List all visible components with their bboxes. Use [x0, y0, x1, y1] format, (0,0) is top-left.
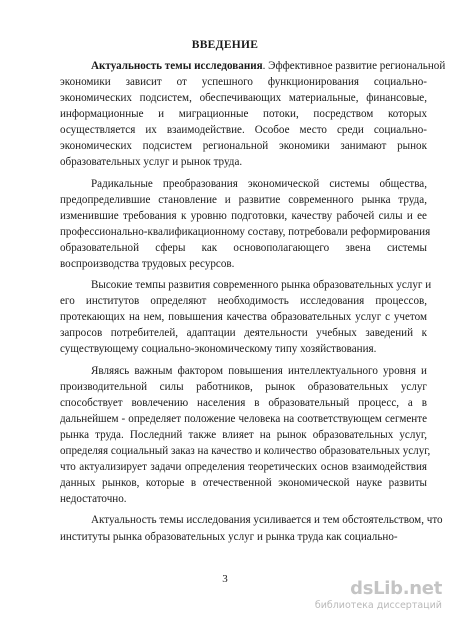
text-line	[60, 309, 427, 325]
text-line	[60, 208, 427, 224]
page-number: 3	[222, 573, 228, 585]
line-text: что актуализирует задачи определения теоретических основ взаимодействия	[60, 461, 427, 474]
line-text: данных рынков, которые в отечественной экономической науке развиты	[60, 477, 427, 490]
text-line	[60, 325, 427, 341]
text-line	[60, 293, 427, 309]
watermark-subtitle: библиотека диссертаций	[314, 600, 442, 611]
text-line	[60, 475, 427, 491]
text-line	[60, 176, 427, 192]
text-line	[60, 395, 427, 411]
text-line	[60, 122, 427, 138]
paragraph	[60, 363, 431, 507]
text-line	[60, 379, 427, 395]
line-text: образовательных услуг и рынок труда.	[60, 156, 243, 169]
line-text: его институтов определяют необходимость исследования процессов,	[60, 295, 427, 308]
line-text: осуществляется их взаимодействие. Особое место среди социально-	[60, 124, 427, 137]
line-text: Высокие темпы развития современного рынка образовательных услуг и	[91, 279, 432, 292]
text-line	[60, 192, 427, 208]
text-line	[60, 277, 432, 293]
line-text: институты рынка образовательных услуг и рынка труда как социально-	[60, 530, 398, 543]
text-line	[60, 427, 427, 443]
paragraph	[60, 512, 443, 544]
text-line	[60, 443, 431, 459]
line-text: информационные и миграционные потоки, посредством которых	[60, 108, 427, 121]
line-text: существующему социально-экономическому типу хозяйствования.	[60, 343, 377, 356]
line-text: Радикальные преобразования экономической системы общества,	[91, 177, 427, 190]
line-text: запросов потребителей, адаптации деятельности учебных заведений к	[60, 327, 427, 340]
line-text: определяя социальный заказ на качество и количество образовательных услуг,	[60, 444, 431, 457]
text-line	[60, 106, 427, 122]
line-text: недостаточно.	[60, 493, 127, 506]
line-text: Являясь важным фактором повышения интеллектуального уровня и	[91, 364, 427, 377]
paragraph	[60, 176, 431, 272]
text-line	[60, 58, 446, 74]
line-text: экономических подсистем, обеспечивающих материальные, финансовые,	[60, 92, 427, 105]
document-body	[60, 58, 446, 545]
line-text: предопределившие становление и развитие современного рынка труда,	[60, 193, 427, 206]
watermark-brand: dsLib.net	[350, 578, 442, 599]
paragraph	[60, 58, 446, 170]
text-line	[60, 341, 427, 357]
line-text: протекающих на нем, повышения качества образовательных услуг с учетом	[60, 311, 427, 324]
line-text: способствует вовлечению населения в образовательный процесс, а в	[60, 396, 427, 409]
line-text: экономических подсистем региональной экономики занимают рынок	[60, 140, 427, 153]
line-text: экономики зависит от успешного функционирования социально-	[60, 76, 427, 89]
text-line	[60, 459, 427, 475]
line-text: Актуальность темы исследования усиливается и тем обстоятельством, что	[91, 514, 443, 527]
line-text: изменившие требования к уровню подготовки, качеству рабочей силы и ее	[60, 209, 427, 222]
line-text: дальнейшем - определяет положение человека на соответствующем сегменте	[60, 412, 427, 425]
text-line	[60, 529, 427, 545]
text-line	[60, 74, 427, 90]
line-text: . Эффективное развитие региональной	[262, 60, 446, 72]
text-line	[60, 256, 427, 272]
text-line	[60, 138, 427, 154]
text-line	[60, 363, 427, 379]
text-line	[60, 240, 427, 256]
line-text: воспроизводства трудовых ресурсов.	[60, 257, 235, 270]
paragraph	[60, 277, 432, 357]
line-text: профессионально-квалификационному составу, потребовали реформирования	[60, 225, 431, 238]
text-line	[60, 512, 443, 528]
line-text: рынка труда. Последний также влияет на рынок образовательных услуг,	[60, 428, 427, 441]
line-text: производительной силы работников, рынок образовательных услуг	[60, 380, 427, 393]
text-line	[60, 154, 427, 170]
text-line	[60, 411, 427, 427]
document-title: ВВЕДЕНИЕ	[191, 39, 259, 51]
bold-phrase: Актуальность темы исследования	[91, 60, 263, 72]
text-line	[60, 224, 431, 240]
text-line	[60, 90, 427, 106]
text-line	[60, 491, 427, 507]
dslib-watermark	[304, 578, 444, 614]
line-text: образовательной сферы как основополагающего звена системы	[60, 241, 427, 254]
